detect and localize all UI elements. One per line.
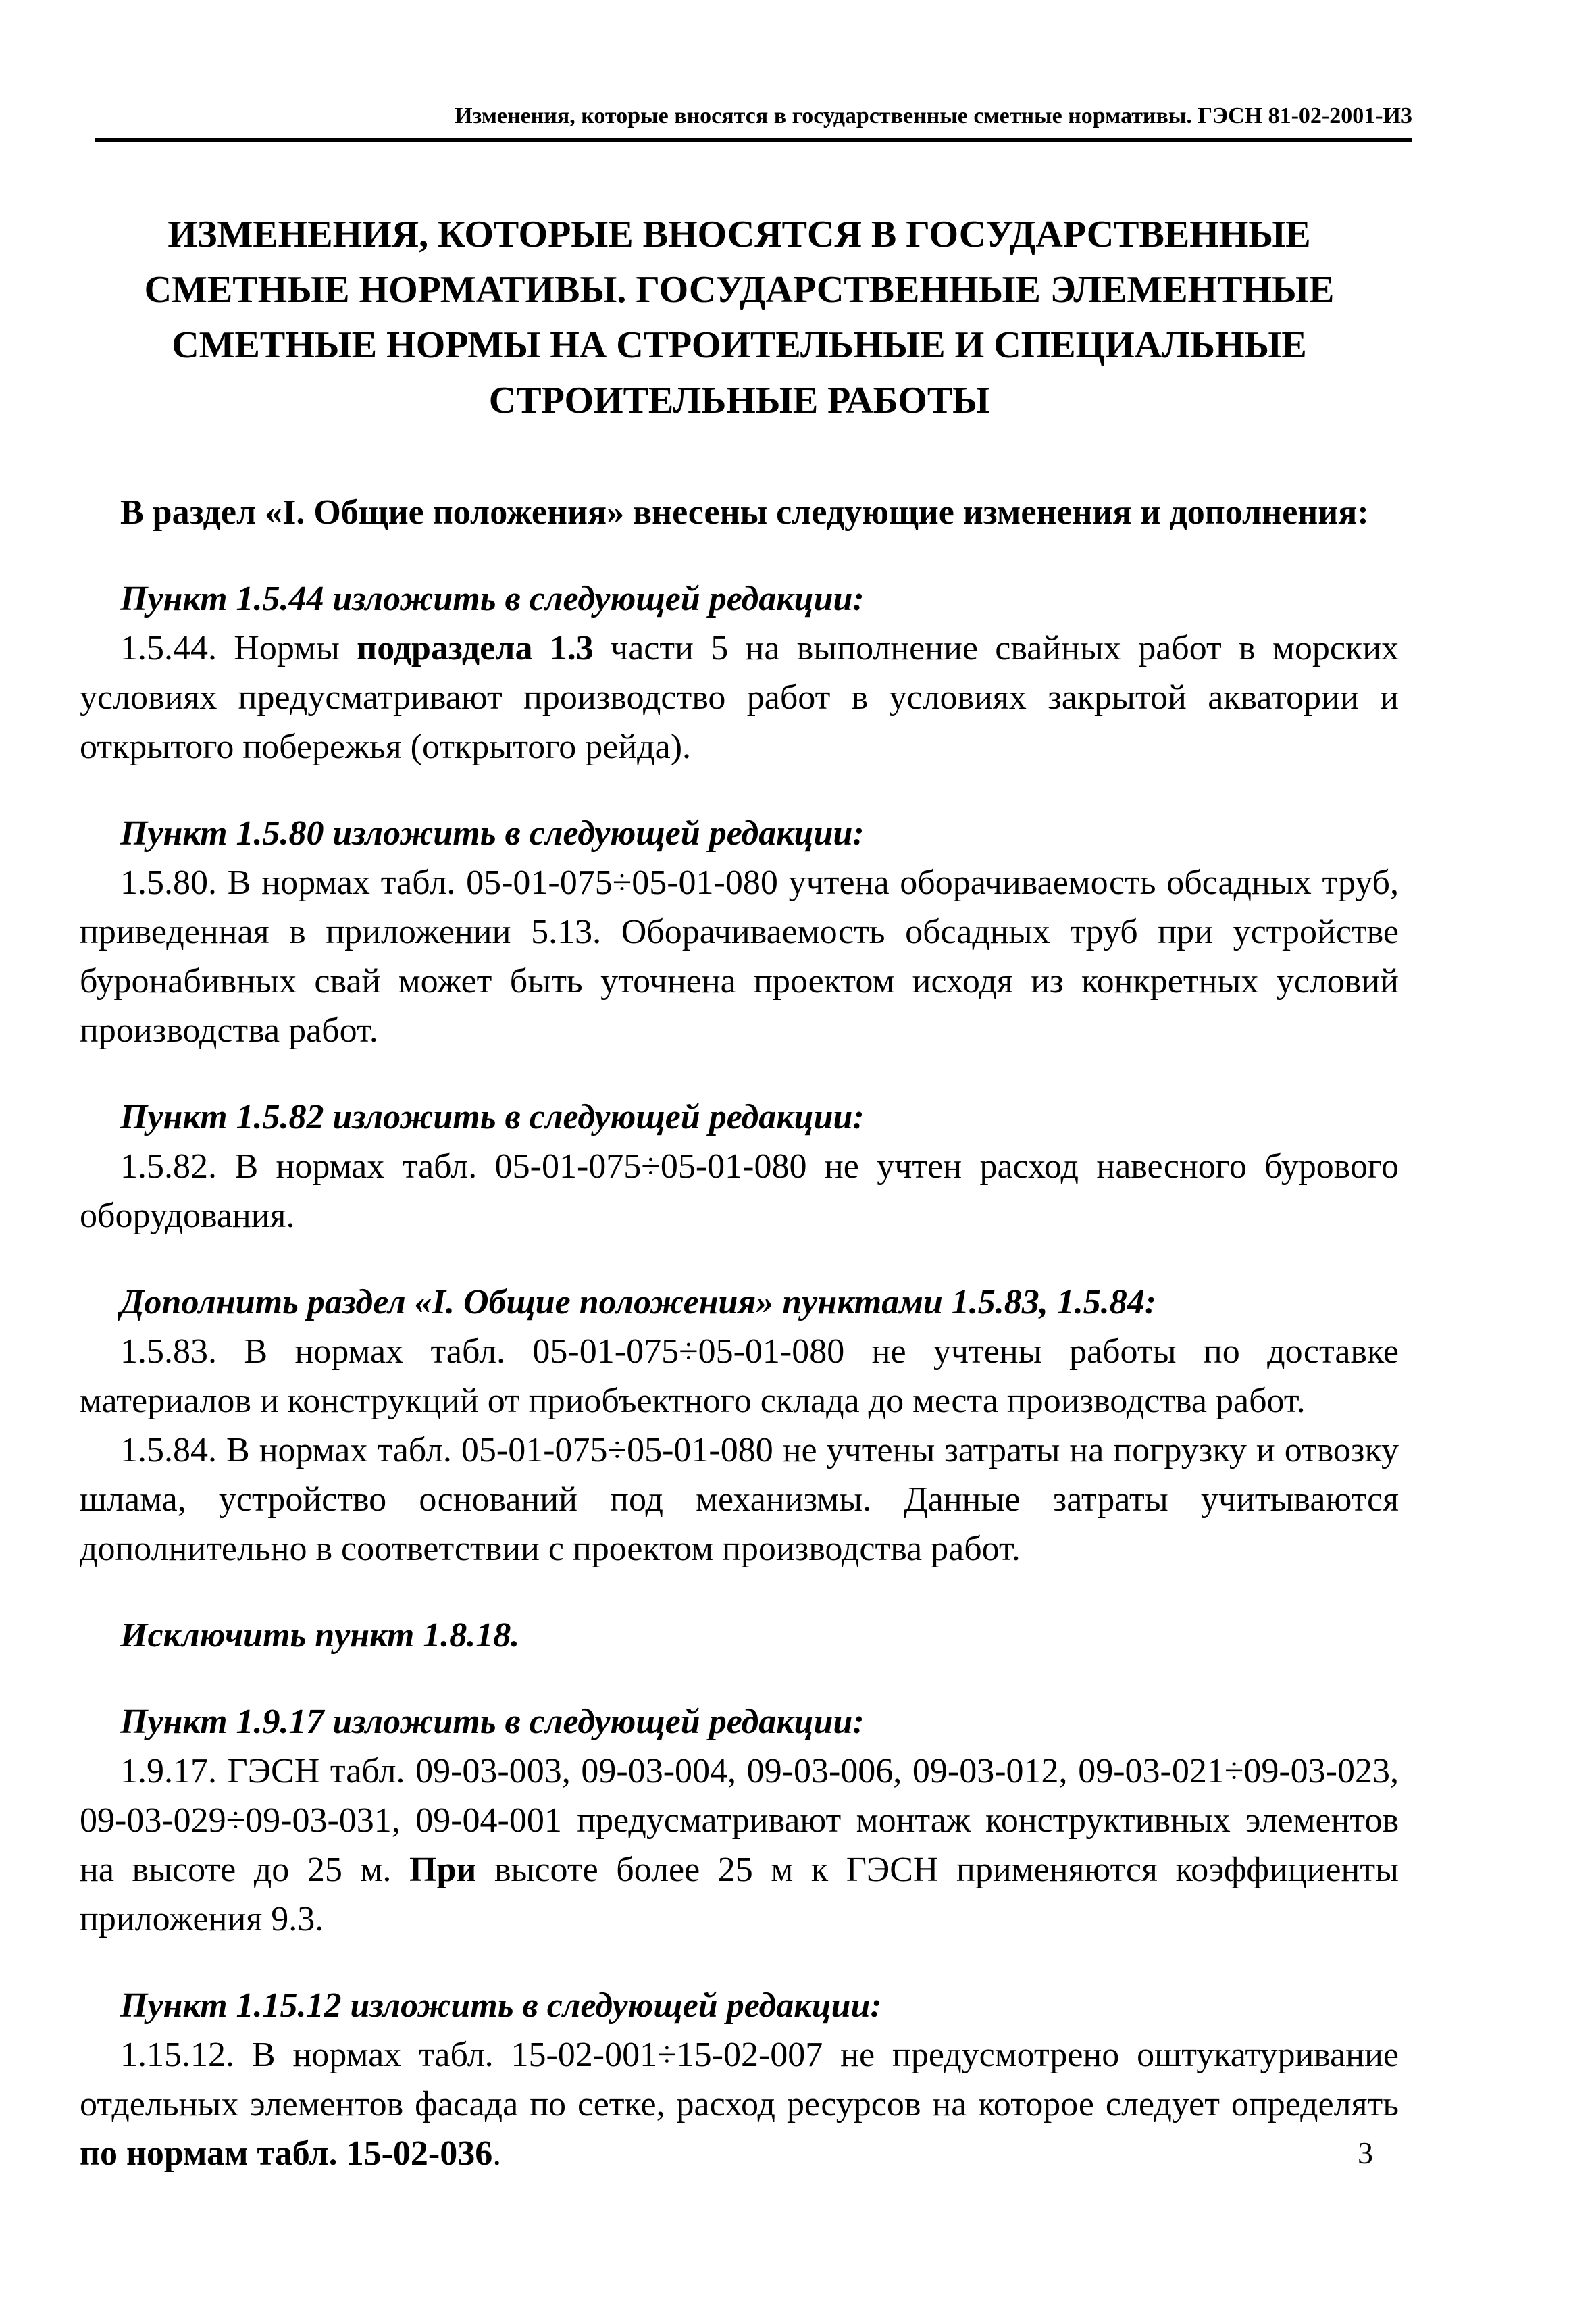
text-run-bold: При (409, 1851, 477, 1889)
text-run: 1.5.83. В нормах табл. 05-01-075÷05-01-080 не учтены работы по доставке материалов и конструкций от приобъектного склада до места производства работ. (80, 1332, 1399, 1420)
paragraph-1-5-44 (80, 624, 1399, 772)
paragraph-1-5-83 (80, 1327, 1399, 1426)
text-run: 1.5.82. В нормах табл. 05-01-075÷05-01-080 не учтен расход навесного бурового оборудования. (80, 1147, 1399, 1235)
section-heading-1-9-17: Пункт 1.9.17 изложить в следующей редакции: (120, 1703, 865, 1741)
text-run: высоте более 25 м к ГЭСН применяются коэффициенты приложения 9.3. (80, 1851, 1399, 1938)
paragraph-1-5-80 (80, 858, 1399, 1055)
document-content (80, 207, 1399, 2178)
paragraph-1-5-84 (80, 1426, 1399, 1574)
title-line: СМЕТНЫЕ НОРМЫ НА СТРОИТЕЛЬНЫЕ И СПЕЦИАЛЬНЫЕ (172, 324, 1307, 366)
intro-paragraph: В раздел «I. Общие положения» внесены следующие изменения и дополнения: (120, 493, 1369, 532)
title-line: СМЕТНЫЕ НОРМАТИВЫ. ГОСУДАРСТВЕННЫЕ ЭЛЕМЕНТНЫЕ (144, 269, 1335, 311)
page-number: 3 (1358, 2136, 1373, 2170)
text-run: . (492, 2134, 502, 2173)
text-run: 1.5.84. В нормах табл. 05-01-075÷05-01-080 не учтены затраты на погрузку и отвозку шлама, устройство оснований под механизмы. Данные затраты учитываются дополнительно в соответствии с проектом производства работ. (80, 1431, 1399, 1568)
section-heading-1-5-80: Пункт 1.5.80 изложить в следующей редакции: (120, 814, 865, 853)
title-line: СТРОИТЕЛЬНЫЕ РАБОТЫ (488, 380, 990, 422)
running-header (95, 103, 1412, 142)
paragraph-1-9-17 (80, 1746, 1399, 1944)
paragraph-1-5-82 (80, 1142, 1399, 1240)
section-heading-exclude-1-8-18: Исключить пункт 1.8.18. (120, 1616, 520, 1655)
document-title (80, 207, 1399, 428)
section-heading-supplement-1-5-83-84: Дополнить раздел «I. Общие положения» пунктами 1.5.83, 1.5.84: (120, 1283, 1157, 1322)
title-line: ИЗМЕНЕНИЯ, КОТОРЫЕ ВНОСЯТСЯ В ГОСУДАРСТВЕННЫЕ (168, 213, 1311, 255)
running-header-text: Изменения, которые вносятся в государственные сметные нормативы. ГЭСН 81-02-2001-И3 (455, 103, 1412, 128)
section-heading-1-5-82: Пункт 1.5.82 изложить в следующей редакции: (120, 1098, 865, 1136)
text-run: 1.5.44. Нормы (120, 629, 357, 668)
section-heading-1-5-44: Пункт 1.5.44 изложить в следующей редакции: (120, 580, 865, 618)
text-run-bold: по нормам табл. 15-02-036 (80, 2134, 493, 2173)
text-run: 1.5.80. В нормах табл. 05-01-075÷05-01-080 учтена оборачиваемость обсадных труб, приведенная в приложении 5.13. Оборачиваемость обсадных труб при устройстве буронабивных свай может быть уточнена проектом исходя из конкретных условий производства работ. (80, 863, 1399, 1050)
text-run: 1.9.17. ГЭСН табл. 09-03-003, 09-03-004, 09-03-006, 09-03-012, 09-03-021÷09-03-023, 09-03-029÷09-03-031, 09-04-001 предусматривают монтаж конструктивных элементов на высоте до 25 м. (80, 1752, 1399, 1889)
text-run-bold: подраздела 1.3 (357, 629, 594, 668)
text-run: 1.15.12. В нормах табл. 15-02-001÷15-02-007 не предусмотрено оштукатуривание отдельных элементов фасада по сетке, расход ресурсов на которое следует определять (80, 2036, 1399, 2123)
section-heading-1-15-12: Пункт 1.15.12 изложить в следующей редакции: (120, 1986, 882, 2025)
paragraph-1-15-12 (80, 2030, 1399, 2178)
text-run: части 5 на выполнение свайных работ в морских условиях предусматривают производство работ в условиях закрытой акватории и открытого побережья (открытого рейда). (80, 629, 1399, 766)
